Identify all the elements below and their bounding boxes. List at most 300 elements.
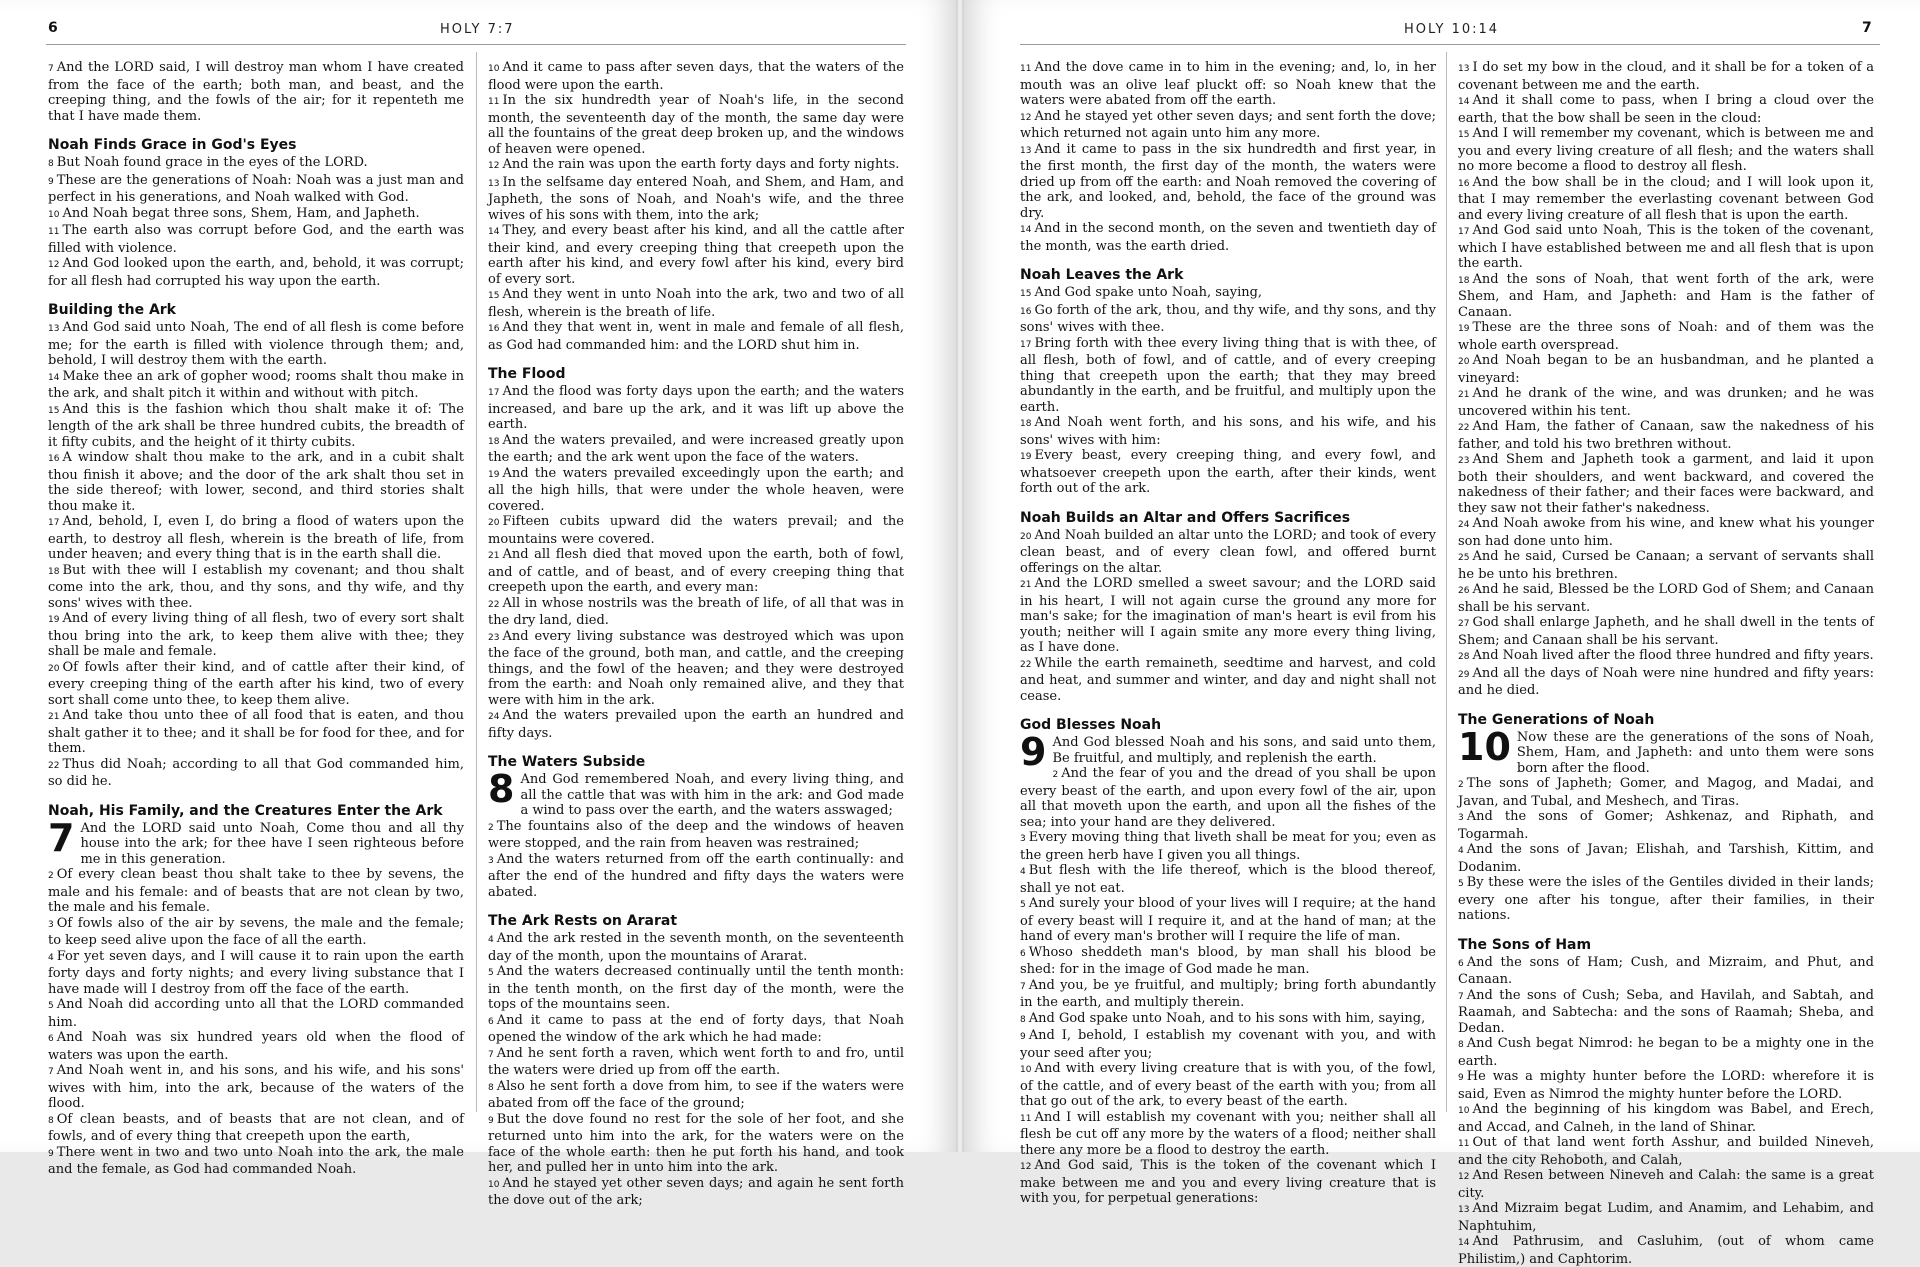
verse [1020, 766, 1436, 830]
verse-number: 18 [48, 566, 60, 577]
verse [1458, 842, 1874, 875]
section-heading: The Sons of Ham [1458, 936, 1592, 953]
verse-text: And the sons of Gomer; Ashkenaz, and Riphath, and Togarmah. [1458, 809, 1874, 842]
verse-text: There went in two and two unto Noah into the ark, the male and the female, as God had commanded Noah. [48, 1144, 464, 1177]
verse-number: 3 [1458, 813, 1464, 823]
verse-number: 20 [1020, 531, 1032, 542]
verse-number: 2 [1052, 770, 1059, 780]
verse-number: 3 [488, 855, 494, 866]
verse-text: These are the three sons of Noah: and of them was the whole earth overspread. [1458, 320, 1874, 353]
verse-number: 22 [48, 760, 60, 771]
verse-text: Bring forth with thee every living thing that is with thee, of all flesh, both of fowl, and of cattle, and of every creeping thing that creepeth upon the earth; that they may breed abundantly in the earth, and be fruitful, and multiply upon the earth. [1020, 335, 1436, 415]
verse-text: And Shem and Japheth took a garment, and laid it upon both their shoulders, and went backward, and covered the nakedness of their father; and their faces were backward, and they saw not their father's nakedness. [1458, 452, 1874, 516]
chapter-start [1458, 724, 1874, 777]
verse [1458, 776, 1874, 809]
verse-text: Also he sent forth a dove from him, to see if the waters were abated from off the face of the ground; [488, 1078, 904, 1111]
verse [488, 629, 904, 709]
verse-number: 11 [488, 97, 500, 107]
verse-number: 3 [1020, 834, 1026, 844]
verse-text: And God spake unto Noah, saying, [1034, 285, 1263, 300]
verse-text: And the bow shall be in the cloud; and I will look upon it, that I may remember the everlasting covenant between God and every living creature of all flesh that is upon the earth. [1458, 174, 1874, 223]
verse-text: And the LORD smelled a sweet savour; and the LORD said in his heart, I will not again curse the ground any more for man's sake; for the imagination of man's heart is evil from his youth; neither will I again smite any more every thing living, as I have done. [1020, 576, 1436, 655]
section-heading: Noah, His Family, and the Creatures Enter the Ark [48, 802, 443, 819]
verse-text: And I will establish my covenant with you; neither shall all flesh be cut off any more by the waters of a flood; neither shall there any more be a flood to destroy the earth. [1020, 1109, 1436, 1158]
verse-text: Now these are the generations of the sons of Noah, Shem, Ham, and Japheth: and unto them were sons born after the flood. [1516, 729, 1874, 776]
verse-text: I do set my bow in the cloud, and it shall be for a token of a covenant between me and the earth. [1458, 60, 1874, 93]
verse-number: 22 [1458, 423, 1470, 433]
verse [48, 60, 464, 124]
verse-text: And all flesh died that moved upon the earth, both of fowl, and of cattle, and of beast, and of every creeping thing that creepeth upon the earth, and every man: [488, 547, 904, 595]
verse-text: Go forth of the ark, thou, and thy wife, and thy sons, and thy sons' wives with thee. [1020, 302, 1436, 335]
verse [488, 175, 904, 224]
verse-number: 15 [48, 405, 60, 416]
verse-text: And it came to pass after seven days, that the waters of the flood were upon the earth. [488, 60, 904, 93]
verse [48, 660, 464, 709]
verse-number: 23 [1458, 456, 1470, 466]
verse [48, 223, 464, 256]
verse-number: 24 [488, 712, 500, 722]
verse-text: And it came to pass at the end of forty days, that Noah opened the window of the ark which he had made: [488, 1012, 904, 1045]
verse [1458, 60, 1874, 93]
verse-text: The fountains also of the deep and the windows of heaven were stopped, and the rain from heaven was restrained; [488, 818, 904, 851]
verse-text: And God spake unto Noah, and to his sons with him, saying, [1028, 1010, 1426, 1026]
verse-text: And he said, Cursed be Canaan; a servant of servants shall he be unto his brethren. [1458, 549, 1874, 582]
verse-text: And he said, Blessed be the LORD God of Shem; and Canaan shall be his servant. [1458, 582, 1874, 615]
verse [1458, 386, 1874, 419]
verse-text: In the six hundredth year of Noah's life, in the second month, the seventeenth day of the month, the same day were all the fountains of the great deep broken up, and the windows of heaven were opened. [488, 93, 905, 157]
verse-text: And God remembered Noah, and every living thing, and all the cattle that was with him in the ark: and God made a wind to pass over the earth, and the waters asswaged; [520, 772, 904, 818]
verse [1020, 415, 1436, 448]
verse [1458, 549, 1874, 582]
verse [48, 997, 464, 1030]
verse-text: Every moving thing that liveth shall be meat for you; even as the green herb have I given you all things. [1020, 830, 1436, 863]
verse [1458, 615, 1874, 648]
verse-number: 22 [1020, 659, 1032, 670]
verse [48, 514, 464, 563]
verse-number: 11 [1458, 1139, 1470, 1149]
verse-text: And Resen between Nineveh and Calah: the same is a great city. [1458, 1168, 1874, 1201]
verse [48, 1145, 464, 1178]
verse-number: 7 [48, 1067, 54, 1077]
verse-text: And Noah builded an altar unto the LORD; and took of every clean beast, and of every clean fowl, and offered burnt offerings on the altar. [1020, 527, 1436, 576]
chapter-number: 9 [1020, 730, 1047, 774]
verse [48, 256, 464, 289]
verse-text: And the rain was upon the earth forty days and forty nights. [502, 157, 900, 172]
text-column [1020, 60, 1436, 1206]
verse [1020, 978, 1436, 1011]
verse-text: But the dove found no rest for the sole of her foot, and she returned unto him into the ark, for the waters were on the face of the whole earth: then he put forth his hand, and took her, and pulled her in unto him into the ark. [488, 1111, 904, 1175]
verse [48, 949, 464, 998]
verse-text: And he sent forth a raven, which went forth to and fro, until the waters were dried up from off the earth. [488, 1045, 904, 1078]
verse-number: 9 [48, 1148, 54, 1159]
verse-text: And Noah did according unto all that the LORD commanded him. [48, 997, 464, 1030]
verse [1020, 1110, 1436, 1159]
verse-text: While the earth remaineth, seedtime and harvest, and cold and heat, and summer and winter, and day and night shall not cease. [1020, 655, 1436, 704]
verse [488, 1112, 904, 1176]
verse-text: And Noah awoke from his wine, and knew what his younger son had done unto him. [1458, 516, 1874, 549]
verse-text: A window shalt thou make to the ark, and in a cubit shalt thou finish it above; and the door of the ark shalt thou set in the side thereof; with lower, second, and third stories shalt thou make it. [48, 450, 464, 514]
verse-text: Of fowls after their kind, and of cattle after their kind, of every creeping thing of the earth after his kind, two of every sort shall come unto thee, to keep them alive. [48, 659, 464, 708]
verse [1458, 666, 1874, 699]
verse [1458, 582, 1874, 615]
section-heading: Noah Builds an Altar and Offers Sacrifices [1020, 509, 1351, 526]
verse-text: And the LORD said unto Noah, Come thou and all thy house into the ark; for thee have I seen righteous before me in this generation. [80, 820, 464, 867]
verse [48, 611, 464, 660]
verse [488, 320, 904, 353]
column-divider [476, 52, 477, 1112]
verse [1020, 109, 1436, 142]
verse-number: 29 [1458, 669, 1470, 680]
verse-number: 14 [1458, 97, 1470, 107]
verse-number: 20 [1458, 357, 1470, 367]
verse-number: 21 [48, 712, 60, 722]
section-heading: The Generations of Noah [1458, 711, 1655, 728]
verse-number: 9 [488, 1115, 494, 1126]
verse-number: 8 [488, 1082, 494, 1093]
verse-number: 7 [1020, 981, 1026, 992]
verse [48, 173, 464, 206]
verse-number: 13 [1458, 64, 1470, 74]
verse [488, 384, 904, 433]
verse [1020, 60, 1436, 109]
verse [1020, 221, 1436, 254]
chapter-number: 10 [1458, 724, 1511, 769]
verse-text: And surely your blood of your lives will I require; at the hand of every beast will I require it, and at the hand of man; at the hand of every man's brother will I require the life of man. [1020, 896, 1436, 944]
verse [48, 916, 464, 949]
verse-text: But with thee will I establish my covenant; and thou shalt come into the ark, thou, and thy sons, and thy wife, and thy sons' wives with thee. [48, 562, 464, 611]
verse [488, 1176, 904, 1209]
verse-number: 23 [488, 632, 500, 643]
verse [488, 547, 904, 596]
verse-number: 12 [48, 260, 60, 270]
verse [48, 369, 464, 402]
verse [488, 466, 904, 515]
verse-number: 8 [1020, 1014, 1026, 1025]
verse-text: And the ark rested in the seventh month, on the seventeenth day of the month, upon the mountains of Ararat. [488, 931, 904, 964]
verse-text: And the fear of you and the dread of you shall be upon every beast of the earth, and upon every fowl of the air, upon all that moveth upon the earth, and upon all the fishes of the sea; into your hand are they delivered. [1020, 766, 1436, 830]
verse-text: And take thou unto thee of all food that is eaten, and thou shalt gather it to thee; and it shall be for food for thee, and for them. [48, 708, 464, 756]
verse-number: 2 [48, 871, 54, 881]
verse-text: But flesh with the life thereof, which is the blood thereof, shall ye not eat. [1020, 863, 1436, 896]
verse-text: And God said unto Noah, The end of all flesh is come before me; for the earth is filled with violence through them; and, behold, I will destroy them with the earth. [48, 320, 464, 368]
section-heading: The Ark Rests on Ararat [488, 913, 678, 929]
verse [1458, 126, 1874, 175]
verse-text: And God said unto Noah, This is the token of the covenant, which I have established between me and all flesh that is upon the earth. [1458, 223, 1874, 271]
verse-number: 5 [1020, 900, 1026, 910]
verse-text: Out of that land went forth Asshur, and builded Nineveh, and the city Rehoboth, and Calah, [1458, 1135, 1874, 1168]
verse [48, 1030, 464, 1063]
verse [1458, 1234, 1874, 1267]
verse [1020, 1061, 1436, 1110]
verse-text: And the waters prevailed upon the earth an hundred and fifty days. [488, 708, 904, 741]
verse-number: 15 [488, 291, 500, 301]
verse [48, 206, 464, 224]
verse [1458, 272, 1874, 321]
verse [1458, 1069, 1874, 1102]
verse-number: 17 [1458, 227, 1470, 237]
verse-number: 20 [48, 663, 60, 674]
verse-number: 21 [1020, 580, 1032, 590]
verse-number: 6 [1020, 948, 1026, 959]
verse [48, 1112, 464, 1145]
running-head: HOLY 7:7 [440, 22, 515, 37]
verse-text: And God said, This is the token of the covenant which I make between me and you and every living creature that is with you, for perpetual generations: [1020, 1158, 1436, 1206]
verse [1458, 353, 1874, 386]
verse-number: 16 [48, 454, 60, 464]
verse-number: 26 [1458, 586, 1470, 596]
verse-number: 5 [488, 968, 494, 978]
verse-number: 12 [1020, 112, 1032, 123]
verse-number: 4 [488, 935, 494, 945]
verse-text: By these were the isles of the Gentiles divided in their lands; every one after his tongue, after their families, in their nations. [1458, 875, 1874, 923]
verse-text: And the beginning of his kingdom was Babel, and Erech, and Accad, and Calneh, in the land of Shinar. [1458, 1102, 1874, 1135]
book-gutter [956, 0, 964, 1152]
verse-number: 16 [1458, 178, 1470, 189]
verse [488, 60, 904, 93]
verse [1020, 863, 1436, 896]
verse [488, 819, 904, 852]
verse-number: 10 [488, 64, 500, 74]
verse-text: And the sons of Cush; Seba, and Havilah, and Sabtah, and Raamah, and Sabtecha: and the sons of Raamah; Sheba, and Dedan. [1458, 987, 1874, 1036]
verse [48, 563, 464, 612]
verse-text: And with every living creature that is with you, of the fowl, of the cattle, and of every beast of the earth with you; from all that go out of the ark, to every beast of the earth. [1020, 1061, 1436, 1109]
verse [1458, 875, 1874, 924]
chapter-number: 8 [488, 767, 515, 811]
verse-text: And Noah was six hundred years old when the flood of waters was upon the earth. [48, 1030, 464, 1063]
header-rule [46, 44, 906, 45]
verse-text: Of clean beasts, and of beasts that are not clean, and of fowls, and of every thing that creepeth upon the earth, [48, 1111, 464, 1144]
verse-text: And he stayed yet other seven days; and sent forth the dove; which returned not again unto him any more. [1020, 108, 1436, 141]
verse-number: 28 [1458, 652, 1470, 662]
verse-number: 8 [1458, 1040, 1464, 1050]
verse-text: And it came to pass in the six hundredth and first year, in the first month, the first day of the month, the waters were dried up from off the earth: and Noah removed the covering of the ark, and looked, and, behold, the face of the ground was dry. [1020, 141, 1436, 221]
verse-text: And I will remember my covenant, which is between me and you and every living creature of all flesh; and the waters shall no more become a flood to destroy all flesh. [1458, 126, 1874, 174]
verse [488, 433, 904, 466]
verse-text: And every living substance was destroyed which was upon the face of the ground, both man, and cattle, and the creeping things, and the fowl of the heaven; and they were destroyed from the earth: and Noah only remained alive, and they that were with him in the ark. [488, 628, 904, 708]
verse [48, 708, 464, 757]
verse-text: And Noah began to be an husbandman, and he planted a vineyard: [1458, 353, 1874, 386]
verse-number: 15 [1458, 130, 1470, 140]
verse-text: Fifteen cubits upward did the waters prevail; and the mountains were covered. [488, 514, 904, 547]
verse [1020, 448, 1436, 497]
verse [1020, 945, 1436, 978]
verse-text: And it shall come to pass, when I bring a cloud over the earth, that the bow shall be seen in the cloud: [1458, 93, 1874, 126]
verse-number: 19 [1458, 324, 1470, 334]
verse-number: 13 [1020, 145, 1032, 156]
verse-text: The earth also was corrupt before God, and the earth was filled with violence. [48, 223, 464, 256]
verse-number: 13 [1458, 1205, 1470, 1215]
verse [48, 320, 464, 369]
verse-number: 7 [488, 1049, 494, 1060]
verse-text: Every beast, every creeping thing, and every fowl, and whatsoever creepeth upon the earth, after their kinds, went forth out of the ark. [1020, 448, 1436, 496]
verse-number: 21 [1458, 390, 1470, 400]
verse [1458, 93, 1874, 126]
verse-number: 10 [1020, 1065, 1032, 1075]
verse-number: 2 [1458, 780, 1464, 790]
verse-text: And he stayed yet other seven days; and again he sent forth the dove out of the ark; [488, 1175, 904, 1208]
verse-number: 13 [488, 178, 500, 189]
chapter-number: 7 [48, 815, 75, 860]
verse [48, 1063, 464, 1112]
verse [1458, 648, 1874, 666]
verse-number: 18 [1458, 275, 1470, 286]
verse-number: 14 [48, 372, 60, 383]
verse-text: And Noah begat three sons, Shem, Ham, and Japheth. [62, 205, 420, 221]
verse [1020, 528, 1436, 577]
verse-text: And in the second month, on the seven and twentieth day of the month, was the earth dried. [1020, 221, 1436, 254]
verse-number: 18 [1020, 419, 1032, 429]
verse-number: 15 [1020, 289, 1032, 299]
verse-text: He was a mighty hunter before the LORD: wherefore it is said, Even as Nimrod the mighty hunter before the LORD. [1458, 1069, 1874, 1102]
verse [1458, 516, 1874, 549]
verse-number: 3 [48, 919, 54, 930]
verse-number: 19 [488, 469, 500, 480]
verse-number: 8 [48, 1115, 54, 1126]
verse [1020, 142, 1436, 222]
verse [1020, 336, 1436, 416]
verse-number: 8 [48, 159, 54, 169]
verse-number: 18 [488, 436, 500, 447]
verse-number: 27 [1458, 619, 1470, 629]
verse-number: 9 [1020, 1032, 1026, 1042]
verse-text: And Noah went forth, and his sons, and his wife, and his sons' wives with him: [1020, 415, 1436, 448]
verse [1458, 175, 1874, 224]
verse-number: 25 [1458, 553, 1470, 563]
verse-text: And all the days of Noah were nine hundred and fifty years: and he died. [1458, 665, 1874, 698]
verse-number: 9 [1458, 1073, 1464, 1083]
verse [488, 852, 904, 901]
verse-number: 20 [488, 518, 500, 528]
verse-number: 14 [1020, 225, 1032, 235]
verse [488, 1013, 904, 1046]
verse [488, 596, 904, 629]
verse-number: 9 [48, 176, 54, 187]
verse-number: 14 [1458, 1238, 1470, 1248]
verse-text: And Cush begat Nimrod: he began to be a mighty one in the earth. [1458, 1036, 1874, 1069]
verse-text: And this is the fashion which thou shalt make it of: The length of the ark shall be three hundred cubits, the breadth of it fifty cubits, and the height of it thirty cubits. [48, 401, 464, 450]
verse-number: 7 [48, 64, 54, 74]
verse-text: And Noah lived after the flood three hundred and fifty years. [1472, 648, 1874, 663]
verse [1458, 419, 1874, 452]
verse [1020, 1158, 1436, 1207]
verse-text: And the dove came in to him in the evening; and, lo, in her mouth was an olive leaf pluckt off: so Noah knew that the waters were abated from off the earth. [1020, 60, 1436, 108]
verse-text: And the flood was forty days upon the earth; and the waters increased, and bare up the ark, and it was lift up above the earth. [488, 384, 904, 432]
verse-text: And, behold, I, even I, do bring a flood of waters upon the earth, to destroy all flesh, wherein is the breath of life, from under heaven; and every thing that is in the earth shall die. [48, 514, 464, 562]
verse-number: 5 [48, 1001, 54, 1011]
verse-text: And the sons of Noah, that went forth of the ark, were Shem, and Ham, and Japheth: and Ham is the father of Canaan. [1458, 271, 1874, 320]
verse [488, 287, 904, 320]
verse [1458, 955, 1874, 988]
verse-text: And I, behold, I establish my covenant with you, and with your seed after you; [1020, 1028, 1436, 1061]
verse-number: 16 [1020, 306, 1032, 317]
text-column [1458, 60, 1874, 1267]
verse-text: These are the generations of Noah: Noah was a just man and perfect in his generations, and Noah walked with God. [48, 172, 464, 205]
verse [1458, 1036, 1874, 1069]
verse-number: 4 [1020, 867, 1026, 877]
verse-number: 19 [1020, 452, 1032, 462]
verse [1458, 320, 1874, 353]
verse-text: Make thee an ark of gopher wood; rooms shalt thou make in the ark, and shalt pitch it within and without with pitch. [48, 368, 464, 401]
verse-text: God shall enlarge Japheth, and he shall dwell in the tents of Shem; and Canaan shall be his servant. [1458, 615, 1874, 648]
verse-number: 12 [488, 161, 500, 171]
verse-text: All in whose nostrils was the breath of life, of all that was in the dry land, died. [488, 595, 904, 628]
verse-text: They, and every beast after his kind, and all the cattle after their kind, and every creeping thing that creepeth upon the earth after his kind, and every fowl after his kind, every bird of every sort. [488, 223, 904, 287]
text-column [488, 60, 905, 1208]
section-heading: Noah Finds Grace in God's Eyes [48, 137, 297, 153]
verse [488, 708, 904, 741]
verse-text: And of every living thing of all flesh, two of every sort shalt thou bring into the ark, to keep them alive with thee; they shall be male and female. [48, 611, 464, 659]
chapter-start [1020, 730, 1436, 774]
verse [488, 93, 904, 157]
verse-number: 5 [1458, 879, 1464, 889]
verse-number: 24 [1458, 520, 1470, 530]
verse [488, 514, 904, 547]
chapter-start [488, 767, 904, 819]
verse-number: 4 [48, 952, 54, 963]
verse-number: 19 [48, 615, 60, 625]
verse-text: And the waters prevailed exceedingly upon the earth; and all the high hills, that were under the whole heaven, were covered. [488, 465, 904, 514]
verse [488, 157, 904, 175]
verse [1458, 452, 1874, 516]
verse [488, 1079, 904, 1112]
verse-number: 7 [1458, 991, 1464, 1002]
verse-text: But Noah found grace in the eyes of the LORD. [56, 155, 368, 170]
verse-text: And they that went in, went in male and female of all flesh, as God had commanded him: and the LORD shut him in. [488, 320, 904, 353]
verse-number: 10 [1458, 1106, 1470, 1116]
section-heading: The Waters Subside [488, 754, 646, 770]
verse-text: In the selfsame day entered Noah, and Shem, and Ham, and Japheth, the sons of Noah, and Noah's wife, and the three wives of his sons with them, into the ark; [488, 174, 904, 223]
verse-number: 4 [1458, 846, 1464, 856]
verse-text: The sons of Japheth; Gomer, and Magog, and Madai, and Javan, and Tubal, and Meshech, and Tiras. [1458, 776, 1874, 809]
verse [48, 402, 464, 451]
section-heading: Building the Ark [48, 302, 176, 318]
verse [1020, 1011, 1436, 1029]
verse-text: And he drank of the wine, and was drunken; and he was uncovered within his tent. [1458, 386, 1874, 419]
page-number: 7 [1862, 20, 1872, 36]
header-rule [1020, 44, 1880, 45]
verse-text: Of fowls also of the air by sevens, the male and the female; to keep seed alive upon the face of all the earth. [48, 915, 464, 948]
verse-number: 16 [488, 324, 500, 334]
verse [1458, 1201, 1874, 1234]
verse [488, 223, 904, 287]
verse [1020, 830, 1436, 863]
verse-number: 21 [488, 551, 500, 561]
verse [48, 867, 464, 916]
verse-text: Thus did Noah; according to all that God commanded him, so did he. [48, 756, 464, 789]
right-page [964, 0, 1920, 1267]
verse-text: And Noah went in, and his sons, and his wife, and his sons' wives with him, into the ark, because of the waters of the flood. [48, 1063, 464, 1111]
verse-number: 11 [1020, 1113, 1032, 1124]
verse-number: 14 [488, 227, 500, 237]
verse-text: And Ham, the father of Canaan, saw the nakedness of his father, and told his two brethren without. [1458, 419, 1874, 452]
verse [1458, 1168, 1874, 1201]
verse-number: 17 [48, 518, 60, 528]
verse-number: 17 [488, 388, 500, 398]
verse-number: 13 [48, 324, 60, 334]
verse [1020, 1028, 1436, 1061]
verse [48, 450, 464, 514]
verse-number: 12 [1020, 1162, 1032, 1172]
verse-number: 2 [488, 822, 494, 833]
verse-text: And the waters decreased continually until the tenth month: in the tenth month, on the first day of the month, were the tops of the mountains seen. [488, 964, 904, 1012]
verse [1020, 576, 1436, 656]
column-divider [1446, 52, 1447, 1112]
left-page [0, 0, 956, 1208]
verse-number: 6 [488, 1016, 494, 1027]
verse-text: And you, be ye fruitful, and multiply; bring forth abundantly in the earth, and multiply therein. [1020, 977, 1436, 1010]
verse-number: 22 [488, 599, 500, 610]
text-column [48, 60, 464, 1177]
